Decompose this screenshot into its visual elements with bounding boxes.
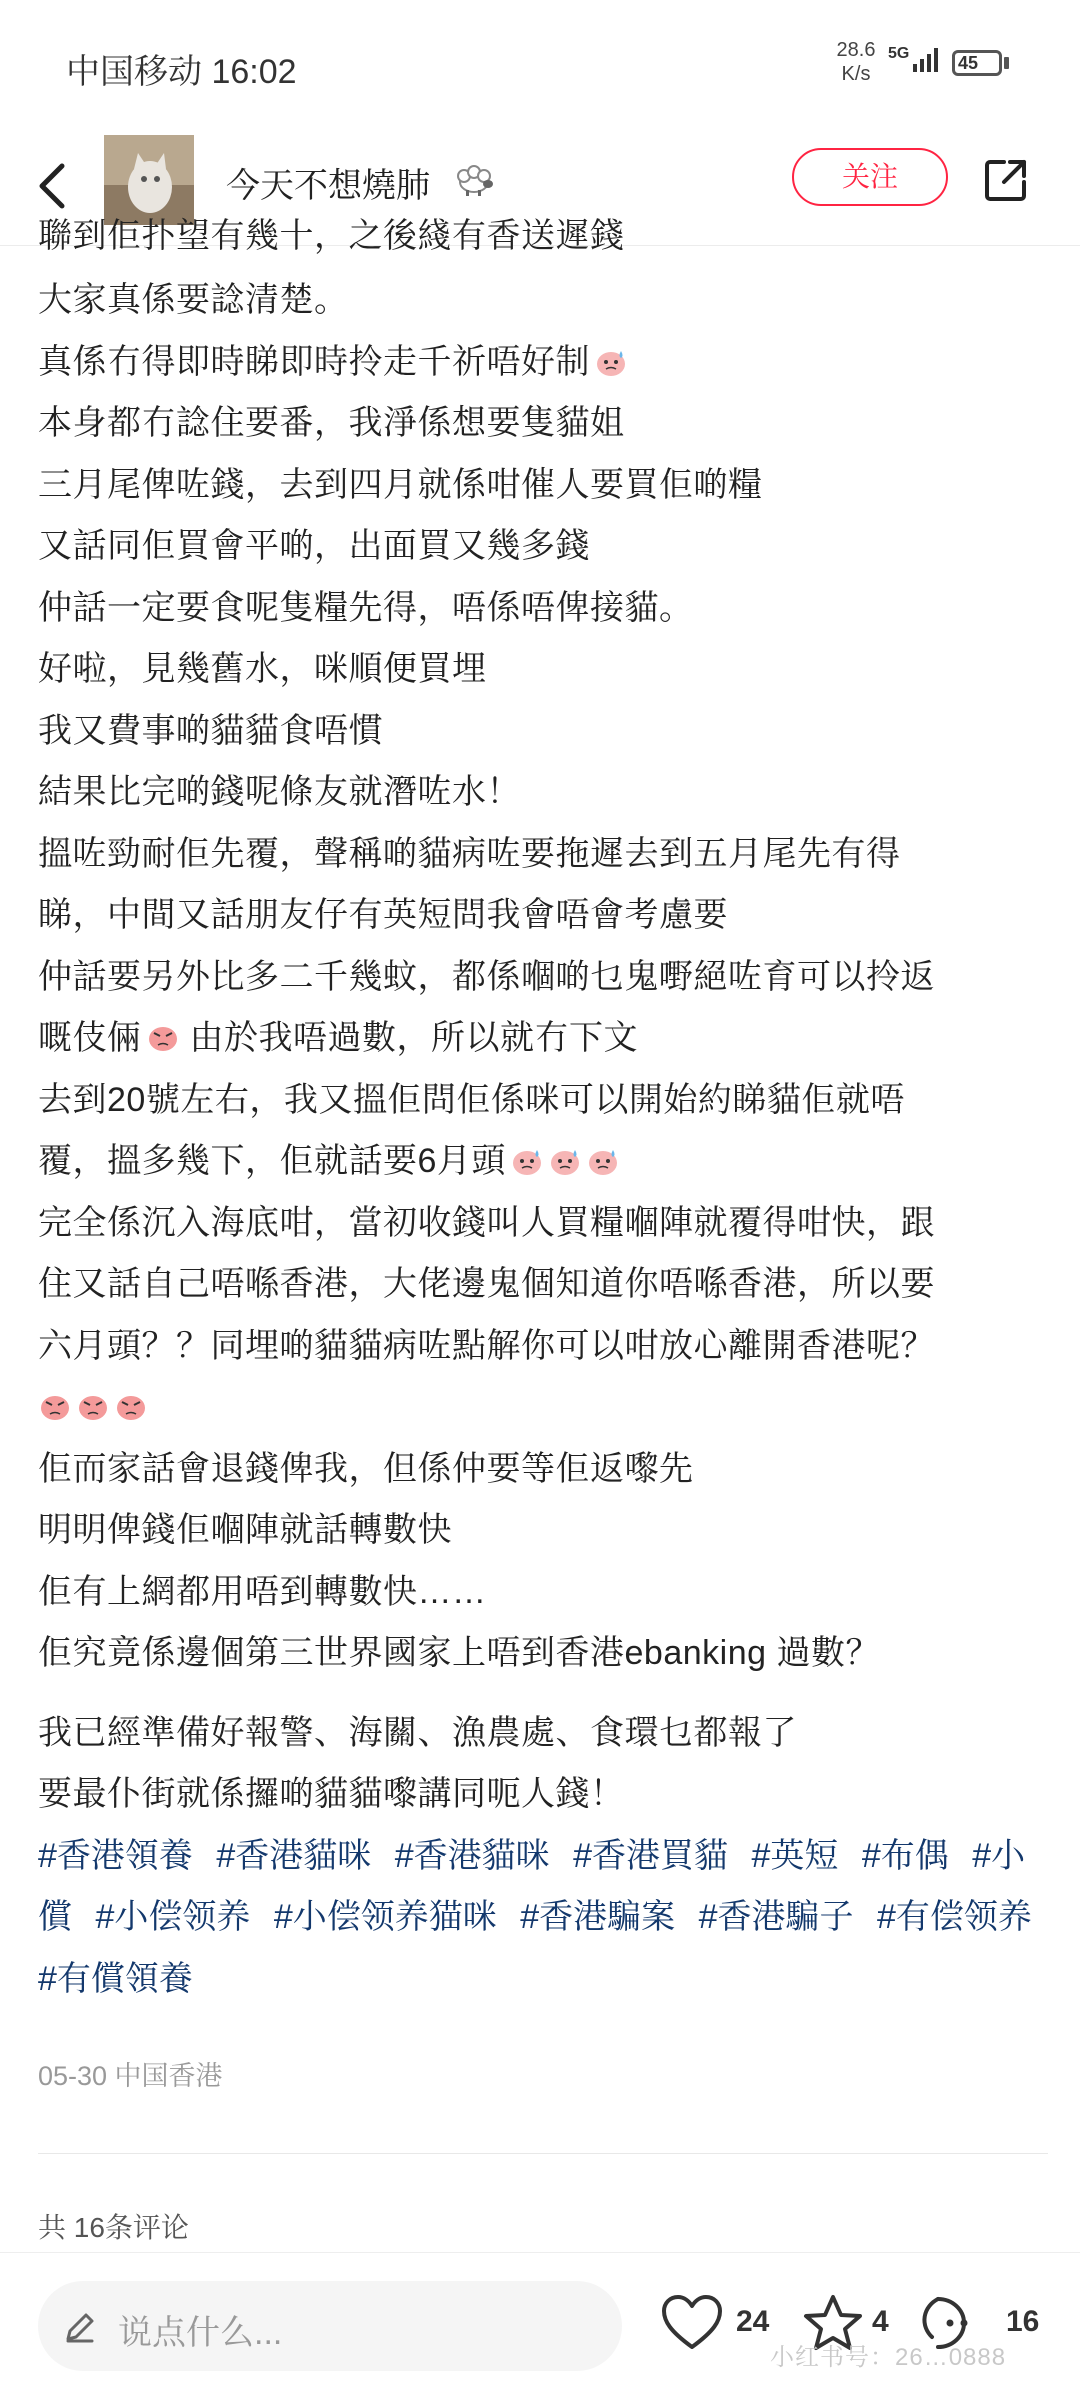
hashtag[interactable]: #有偿领养 — [876, 1898, 1032, 1936]
follow-button[interactable]: 关注 — [792, 148, 948, 206]
hashtag[interactable]: #香港騙案 — [520, 1898, 676, 1936]
status-bar — [0, 0, 1080, 130]
heart-icon — [660, 2293, 724, 2353]
angry-face-emoji-icon — [146, 1023, 180, 1053]
body-line: 嘅伎倆 由於我唔過數，所以就冇下文 — [38, 1019, 638, 1057]
battery-icon — [952, 50, 1002, 76]
hashtag-list — [38, 1826, 1048, 2011]
comment-input-placeholder: 说点什么... — [118, 2314, 283, 2352]
body-line: 我已經準備好報警、海關、漁農處、食環乜都報了 — [38, 1713, 797, 1752]
body-line: 真係冇得即時睇即時拎走千祈唔好制 — [38, 332, 1048, 394]
sheep-emoji-icon — [454, 162, 496, 198]
body-line: 六月頭？？同埋啲貓貓病咗點解你可以咁放心離開香港呢？ — [38, 1326, 935, 1365]
body-line: 結果比完啲錢呢條友就潛咗水！ — [38, 773, 521, 811]
signal-icon — [912, 44, 942, 74]
sweat-face-emoji-icon — [586, 1146, 620, 1176]
hashtag[interactable]: #香港貓咪 — [394, 1836, 550, 1875]
carrier-time: 中国移动 16:02 — [66, 53, 297, 91]
hashtag[interactable]: #有償領養 — [38, 1959, 193, 1998]
body-line: 搵咗勁耐佢先覆，聲稱啲貓病咗要拖遲去到五月尾先有得 — [38, 834, 901, 873]
watermark: 小红书号：26…0888 — [770, 2344, 1007, 2371]
star-count: 4 — [872, 2305, 889, 2338]
hashtag[interactable]: #香港領養 — [38, 1836, 193, 1875]
sweat-face-emoji-icon — [548, 1146, 582, 1176]
body-line: 我又費事啲貓貓食唔慣 — [38, 711, 383, 750]
body-line: 本身都冇諗住要番，我淨係想要隻貓姐 — [38, 404, 625, 442]
body-line: 佢而家話會退錢俾我，但係仲要等佢返嚟先 — [38, 1449, 694, 1488]
post-date-location: 05-30 中国香港 — [38, 2061, 223, 2091]
body-line: 又話同佢買會平啲，出面買又幾多錢 — [38, 527, 590, 565]
network-speed-unit: K/s — [841, 63, 871, 85]
body-line: 住又話自己唔喺香港，大佬邊鬼個知道你唔喺香港，所以要 — [38, 1265, 935, 1303]
username[interactable]: 今天不想燒肺 — [226, 167, 430, 205]
divider — [38, 2153, 1048, 2154]
hashtag[interactable]: #小偿领养猫咪 — [273, 1898, 497, 1936]
body-line: 好啦，見幾舊水，咪順便買埋 — [38, 650, 487, 688]
network-speed — [828, 38, 884, 86]
battery-tip — [1004, 57, 1009, 69]
hashtag[interactable]: #香港貓咪 — [216, 1836, 372, 1875]
body-line: 明明俾錢佢嗰陣就話轉數快 — [38, 1511, 452, 1549]
5g-label: 5G — [888, 45, 910, 62]
network-speed-value: 28.6 — [836, 39, 876, 61]
angry-face-emoji-icon — [76, 1392, 110, 1422]
body-line: 佢究竟係邊個第三世界國家上唔到香港ebanking 過數？ — [38, 1634, 880, 1672]
like-count: 24 — [736, 2305, 770, 2338]
post-body — [38, 217, 1048, 1826]
hashtag[interactable]: #香港買貓 — [573, 1836, 729, 1875]
bottom-action-bar — [0, 2252, 1080, 2399]
body-line: 覆，搵多幾下，佢就話要6月頭 — [38, 1131, 1048, 1193]
body-line: 去到20號左右，我又搵佢問佢係咪可以開始約睇貓佢就唔 — [38, 1080, 905, 1119]
post-content — [38, 217, 1048, 2246]
body-line: 佢有上網都用唔到轉數快…… — [38, 1572, 487, 1611]
hashtag[interactable]: #香港騙子 — [698, 1898, 854, 1936]
sweat-face-emoji-icon — [510, 1146, 544, 1176]
paragraph-gap — [38, 1685, 1048, 1703]
body-line: 大家真係要諗清楚。 — [38, 281, 349, 319]
hashtag[interactable]: #布偶 — [861, 1836, 949, 1875]
body-line: 睇，中間又話朋友仔有英短問我會唔會考慮要 — [38, 896, 728, 934]
hashtag[interactable]: #英短 — [751, 1836, 839, 1875]
body-line: 三月尾俾咗錢，去到四月就係咁催人要買佢啲糧 — [38, 465, 763, 504]
hashtag[interactable]: #小偿领养 — [95, 1898, 251, 1936]
body-line: 仲話一定要食呢隻糧先得，唔係唔俾接貓。 — [38, 588, 694, 627]
body-line: 完全係沉入海底咁，當初收錢叫人買糧嗰陣就覆得咁快，跟 — [38, 1203, 935, 1242]
body-line: 仲話要另外比多二千幾蚊，都係嗰啲乜鬼嘢絕咗育可以拎返 — [38, 957, 935, 996]
share-icon[interactable] — [982, 156, 1030, 204]
hashtag[interactable]: #小償 — [38, 1836, 1026, 1936]
angry-face-emoji-icon — [114, 1392, 148, 1422]
comment-count: 共 16条评论 — [38, 2212, 189, 2243]
clipped-line: 聯到佢扑望有幾十，之後綫有香送遲錢 — [38, 217, 625, 255]
comment-count-number: 16 — [1006, 2305, 1040, 2338]
emoji-line — [38, 1377, 1048, 1439]
sweat-face-emoji-icon — [594, 347, 628, 377]
angry-face-emoji-icon — [38, 1392, 72, 1422]
comment-input[interactable] — [38, 2281, 622, 2371]
body-line: 要最仆街就係攞啲貓貓嚟講同呃人錢！ — [38, 1775, 625, 1813]
pencil-icon — [62, 2309, 98, 2345]
battery-level: 45 — [958, 53, 979, 73]
